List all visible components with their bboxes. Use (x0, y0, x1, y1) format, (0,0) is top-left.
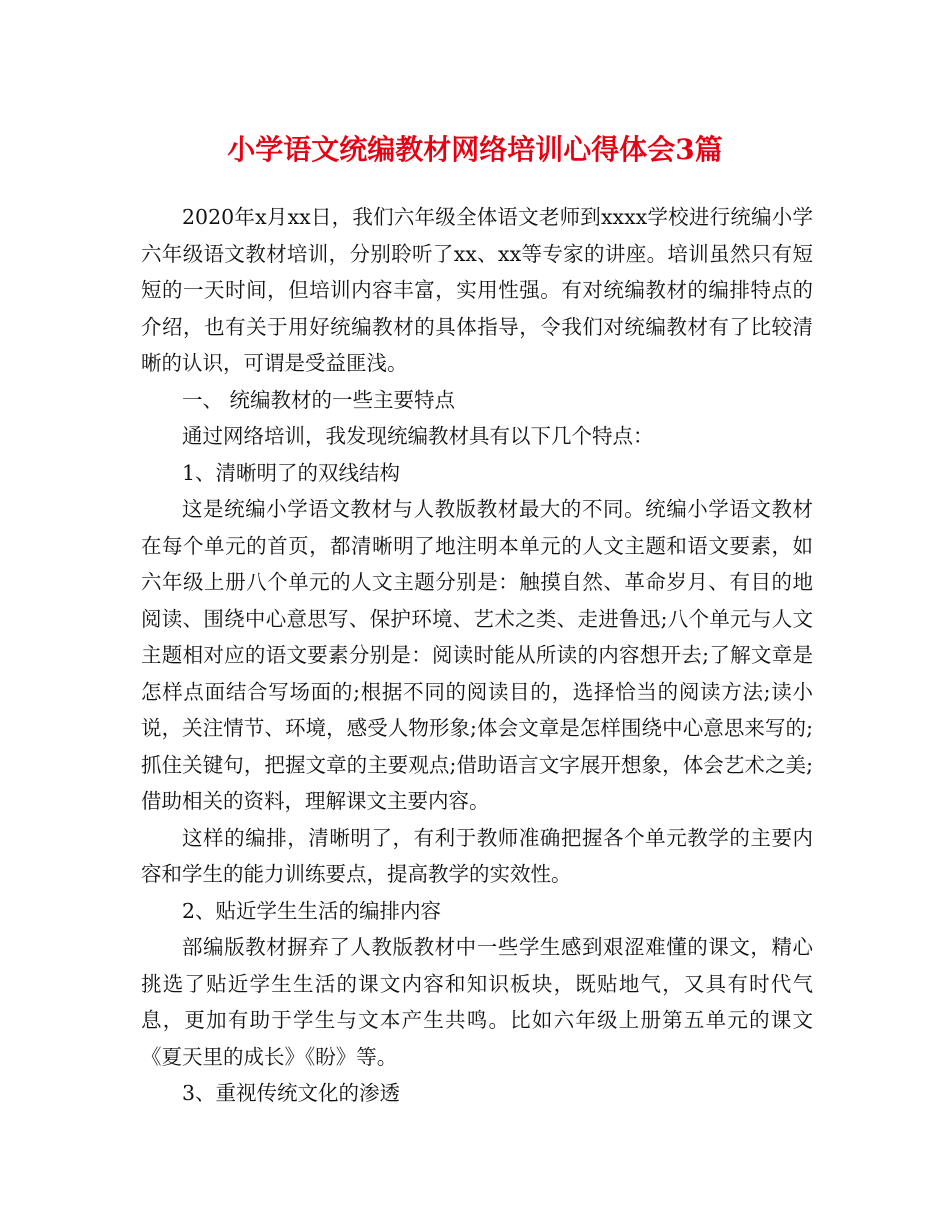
document-title: 小学语文统编教材网络培训心得体会3篇 (227, 133, 723, 166)
subheading-3: 3、重视传统文化的渗透 (182, 1081, 401, 1105)
paragraph-lead: 通过网络培训，我发现统编教材具有以下几个特点： (182, 424, 654, 448)
paragraph-intro: 2020年x月xx日，我们六年级全体语文老师到xxxx学校进行统编小学六年级语文教材培训，分别聆听了xx、xx等专家的讲座。培训虽然只有短短的一天时间，但培训内容丰富，实用性强。有对统编教材的编排特点的介绍，也有关于用好统编教材的具体指导，令我们对统编教材有了比较清晰的认识，可谓是受益匪浅。 (141, 205, 813, 375)
document-body (141, 199, 813, 1112)
paragraph-content: 部编版教材摒弃了人教版教材中一些学生感到艰涩难懂的课文，精心挑选了贴近学生生活的课文内容和知识板块，既贴地气，又具有时代气息，更加有助于学生与文本产生共鸣。比如六年级上册第五单元的课文《夏天里的成长》《盼》等。 (141, 935, 813, 1069)
subheading-1: 1、清晰明了的双线结构 (182, 460, 401, 485)
subheading-2: 2、贴近学生生活的编排内容 (182, 898, 442, 923)
paragraph-dual-structure: 这是统编小学语文教材与人教版教材最大的不同。统编小学语文教材在每个单元的首页，都清晰明了地注明本单元的人文主题和语文要素，如六年级上册八个单元的人文主题分别是：触摸自然、革命岁月、有目的地阅读、围绕中心意思写、保护环境、艺术之类、走进鲁迅;八个单元与人文主题相对应的语文要素分别是：阅读时能从所读的内容想开去;了解文章是怎样点面结合写场面的;根据不同的阅读目的，选择恰当的阅读方法;读小说，关注情节、环境，感受人物形象;体会文章是怎样围绕中心意思来写的;抓住关键句，把握文章的主要观点;借助语言文字展开想象，体会艺术之美;借助相关的资料，理解课文主要内容。 (141, 497, 813, 813)
paragraph-benefit: 这样的编排，清晰明了，有利于教师准确把握各个单元教学的主要内容和学生的能力训练要点，提高教学的实效性。 (141, 825, 813, 886)
section-heading-1: 一、 统编教材的一些主要特点 (182, 387, 456, 412)
